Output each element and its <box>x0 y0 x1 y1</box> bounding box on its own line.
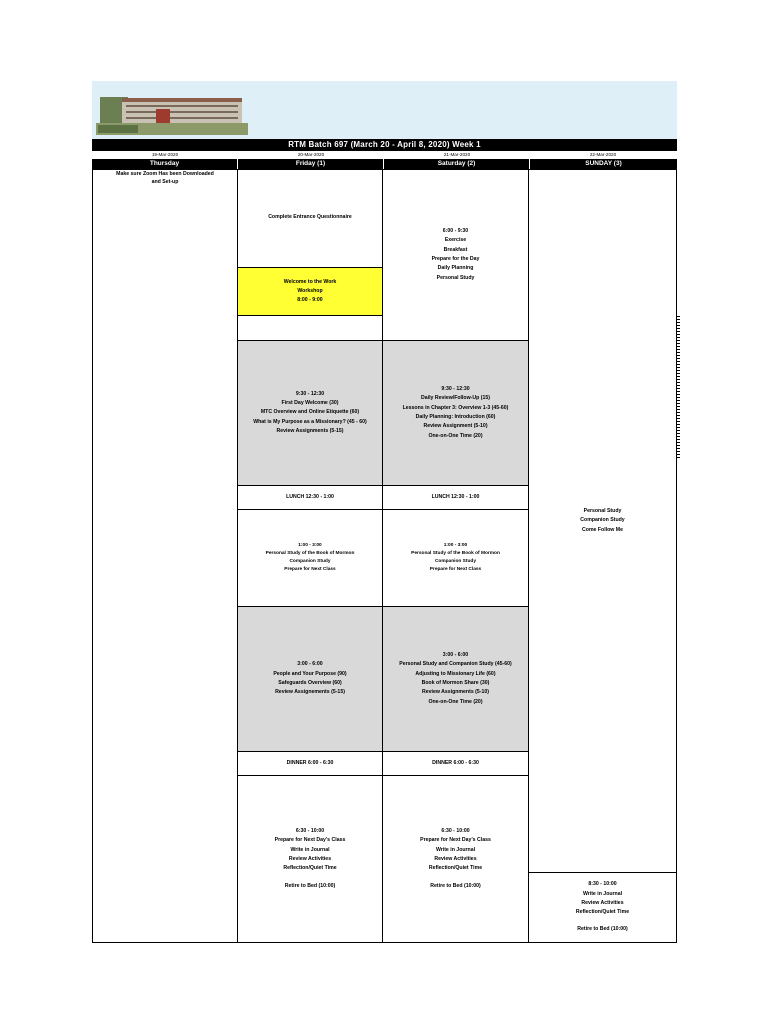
session-line: Personal Study of the Book of Mormon <box>411 550 500 556</box>
friday-questionnaire-cell <box>237 169 383 268</box>
friday-lunch-cell <box>237 485 383 510</box>
session-line: Write in Journal <box>582 890 623 897</box>
lunch-text: LUNCH 12:30 - 1:00 <box>286 493 334 500</box>
session-line: 3:00 - 6:00 <box>297 661 323 668</box>
session-line: Come Follow Me <box>582 526 623 533</box>
header-banner <box>92 81 677 139</box>
day-sunday: SUNDAY (3) <box>585 160 622 167</box>
session-line: Lessons in Chapter 3: Overview 1-3 (45-60) <box>402 404 509 411</box>
session-line: Exercise <box>444 237 467 244</box>
session-line: Daily Planning: Introduction (60) <box>415 414 496 420</box>
friday-early-afternoon-cell <box>237 509 383 607</box>
questionnaire-text: Complete Entrance Questionnaire <box>268 213 352 220</box>
date-friday: 20-Mar-2020 <box>297 152 325 157</box>
thursday-column <box>92 169 238 943</box>
friday-morning-cell <box>237 340 383 486</box>
session-line: 8:30 - 10:00 <box>588 881 617 888</box>
session-line: Review Activities <box>581 899 624 906</box>
session-line: Prepare for Next Day's Class <box>274 837 346 844</box>
day-header-row <box>92 159 677 169</box>
session-line: Companion Study <box>580 517 625 524</box>
session-line: People and Your Purpose (90) <box>273 670 347 677</box>
dinner-text: DINNER 6:00 - 6:30 <box>286 759 334 766</box>
session-line: 1:00 - 3:00 <box>443 542 468 548</box>
session-line: Companion Study <box>289 559 331 564</box>
session-line: Personal Study of the Book of Mormon <box>265 550 355 556</box>
session-line: Daily Planning <box>437 265 474 272</box>
date-thursday: 19-Mar-2020 <box>151 152 179 157</box>
saturday-morning-cell <box>382 340 529 486</box>
session-line: Reflection/Quiet Time <box>428 865 483 872</box>
saturday-early-afternoon-cell <box>382 509 529 607</box>
schedule-sheet <box>92 81 677 943</box>
session-line: Book of Mormon Share (30) <box>421 680 490 686</box>
session-line: Review Activities <box>434 856 477 862</box>
building-photo <box>96 87 248 135</box>
friday-blank-cell <box>237 315 383 341</box>
page-edge-marks <box>677 316 680 458</box>
retire-text: Retire to Bed (10:00) <box>284 882 336 889</box>
session-line: Breakfast <box>443 246 468 253</box>
session-line: Prepare for Next Class <box>429 567 482 573</box>
session-line: 3:00 - 6:00 <box>442 652 469 659</box>
friday-evening-cell <box>237 775 383 943</box>
session-line: One-on-One Time (20) <box>428 698 483 705</box>
session-line: What is My Purpose as a Missionary? (45 - 60) <box>253 418 367 425</box>
retire-text: Retire to Bed (10:00) <box>430 882 481 889</box>
thursday-note-line: and Set-up <box>151 179 179 186</box>
session-line: 9:30 - 12:30 <box>441 386 470 393</box>
session-line: Prepare for Next Day's Class <box>420 837 491 844</box>
day-thursday: Thursday <box>92 159 238 169</box>
session-line: 6:00 - 9:30 <box>442 228 469 235</box>
session-line: Review Assignements (5-15) <box>275 689 345 696</box>
session-line: Daily Review/Follow-Up (15) <box>421 395 490 402</box>
session-line: Write in Journal <box>435 846 476 853</box>
friday-workshop-cell <box>237 267 383 316</box>
friday-afternoon-cell <box>237 606 383 752</box>
dinner-text: DINNER 6:00 - 6:30 <box>432 759 479 766</box>
session-line: Personal Study <box>436 274 475 281</box>
session-line: 1:00 - 3:00 <box>298 542 322 548</box>
workshop-line: 8:00 - 9:00 <box>297 297 323 304</box>
sunday-evening-cell <box>528 872 677 943</box>
session-line: Prepare for Next Class <box>284 567 336 573</box>
session-line: Companion Study <box>434 559 477 564</box>
workshop-line: Welcome to the Work <box>283 278 337 285</box>
session-line: Personal Study and Companion Study (45-60) <box>399 661 512 668</box>
retire-text: Retire to Bed (10:00) <box>577 926 628 933</box>
day-saturday: Saturday (2) <box>384 159 530 169</box>
session-line: Reflection/Quiet Time <box>283 865 337 872</box>
day-friday: Friday (1) <box>238 159 384 169</box>
saturday-dinner-cell <box>382 751 529 776</box>
session-line: Review Assignments (5-15) <box>276 427 344 434</box>
session-line: Reflection/Quiet Time <box>575 909 630 916</box>
session-line: Safeguards Overview (60) <box>278 680 342 686</box>
session-line: Review Assignment (5-10) <box>423 423 488 430</box>
session-line: Review Assignments (5-10) <box>422 689 489 696</box>
saturday-lunch-cell <box>382 485 529 510</box>
schedule-title: RTM Batch 697 (March 20 - April 8, 2020) Week 1 <box>92 139 677 151</box>
session-line: Adjusting to Missionary Life (60) <box>415 670 496 677</box>
sunday-study-cell <box>528 169 677 873</box>
session-line: MTC Overview and Online Etiquette (60) <box>260 409 360 416</box>
thursday-note-line: Make sure Zoom Has been Downloaded <box>116 171 214 177</box>
date-saturday: 21-Mar-2020 <box>443 152 471 157</box>
session-line: Write in Journal <box>290 846 330 853</box>
session-line: 9:30 - 12:30 <box>295 390 325 397</box>
workshop-line: Workshop <box>297 287 323 294</box>
session-line: Review Activities <box>288 856 332 862</box>
session-line: 6:30 - 10:00 <box>295 828 325 835</box>
friday-dinner-cell <box>237 751 383 776</box>
date-row <box>92 151 677 159</box>
session-line: One-on-One Time (20) <box>428 432 483 439</box>
saturday-evening-cell <box>382 775 529 943</box>
session-line: First Day Welcome (30) <box>281 400 339 407</box>
session-line: Personal Study <box>583 508 622 515</box>
session-line: 6:30 - 10:00 <box>441 828 470 835</box>
lunch-text: LUNCH 12:30 - 1:00 <box>431 493 480 500</box>
saturday-afternoon-cell <box>382 606 529 752</box>
date-sunday: 22-Mar-2020 <box>589 152 617 157</box>
saturday-early-morning-cell <box>382 169 529 341</box>
session-line: Prepare for the Day <box>431 256 480 262</box>
